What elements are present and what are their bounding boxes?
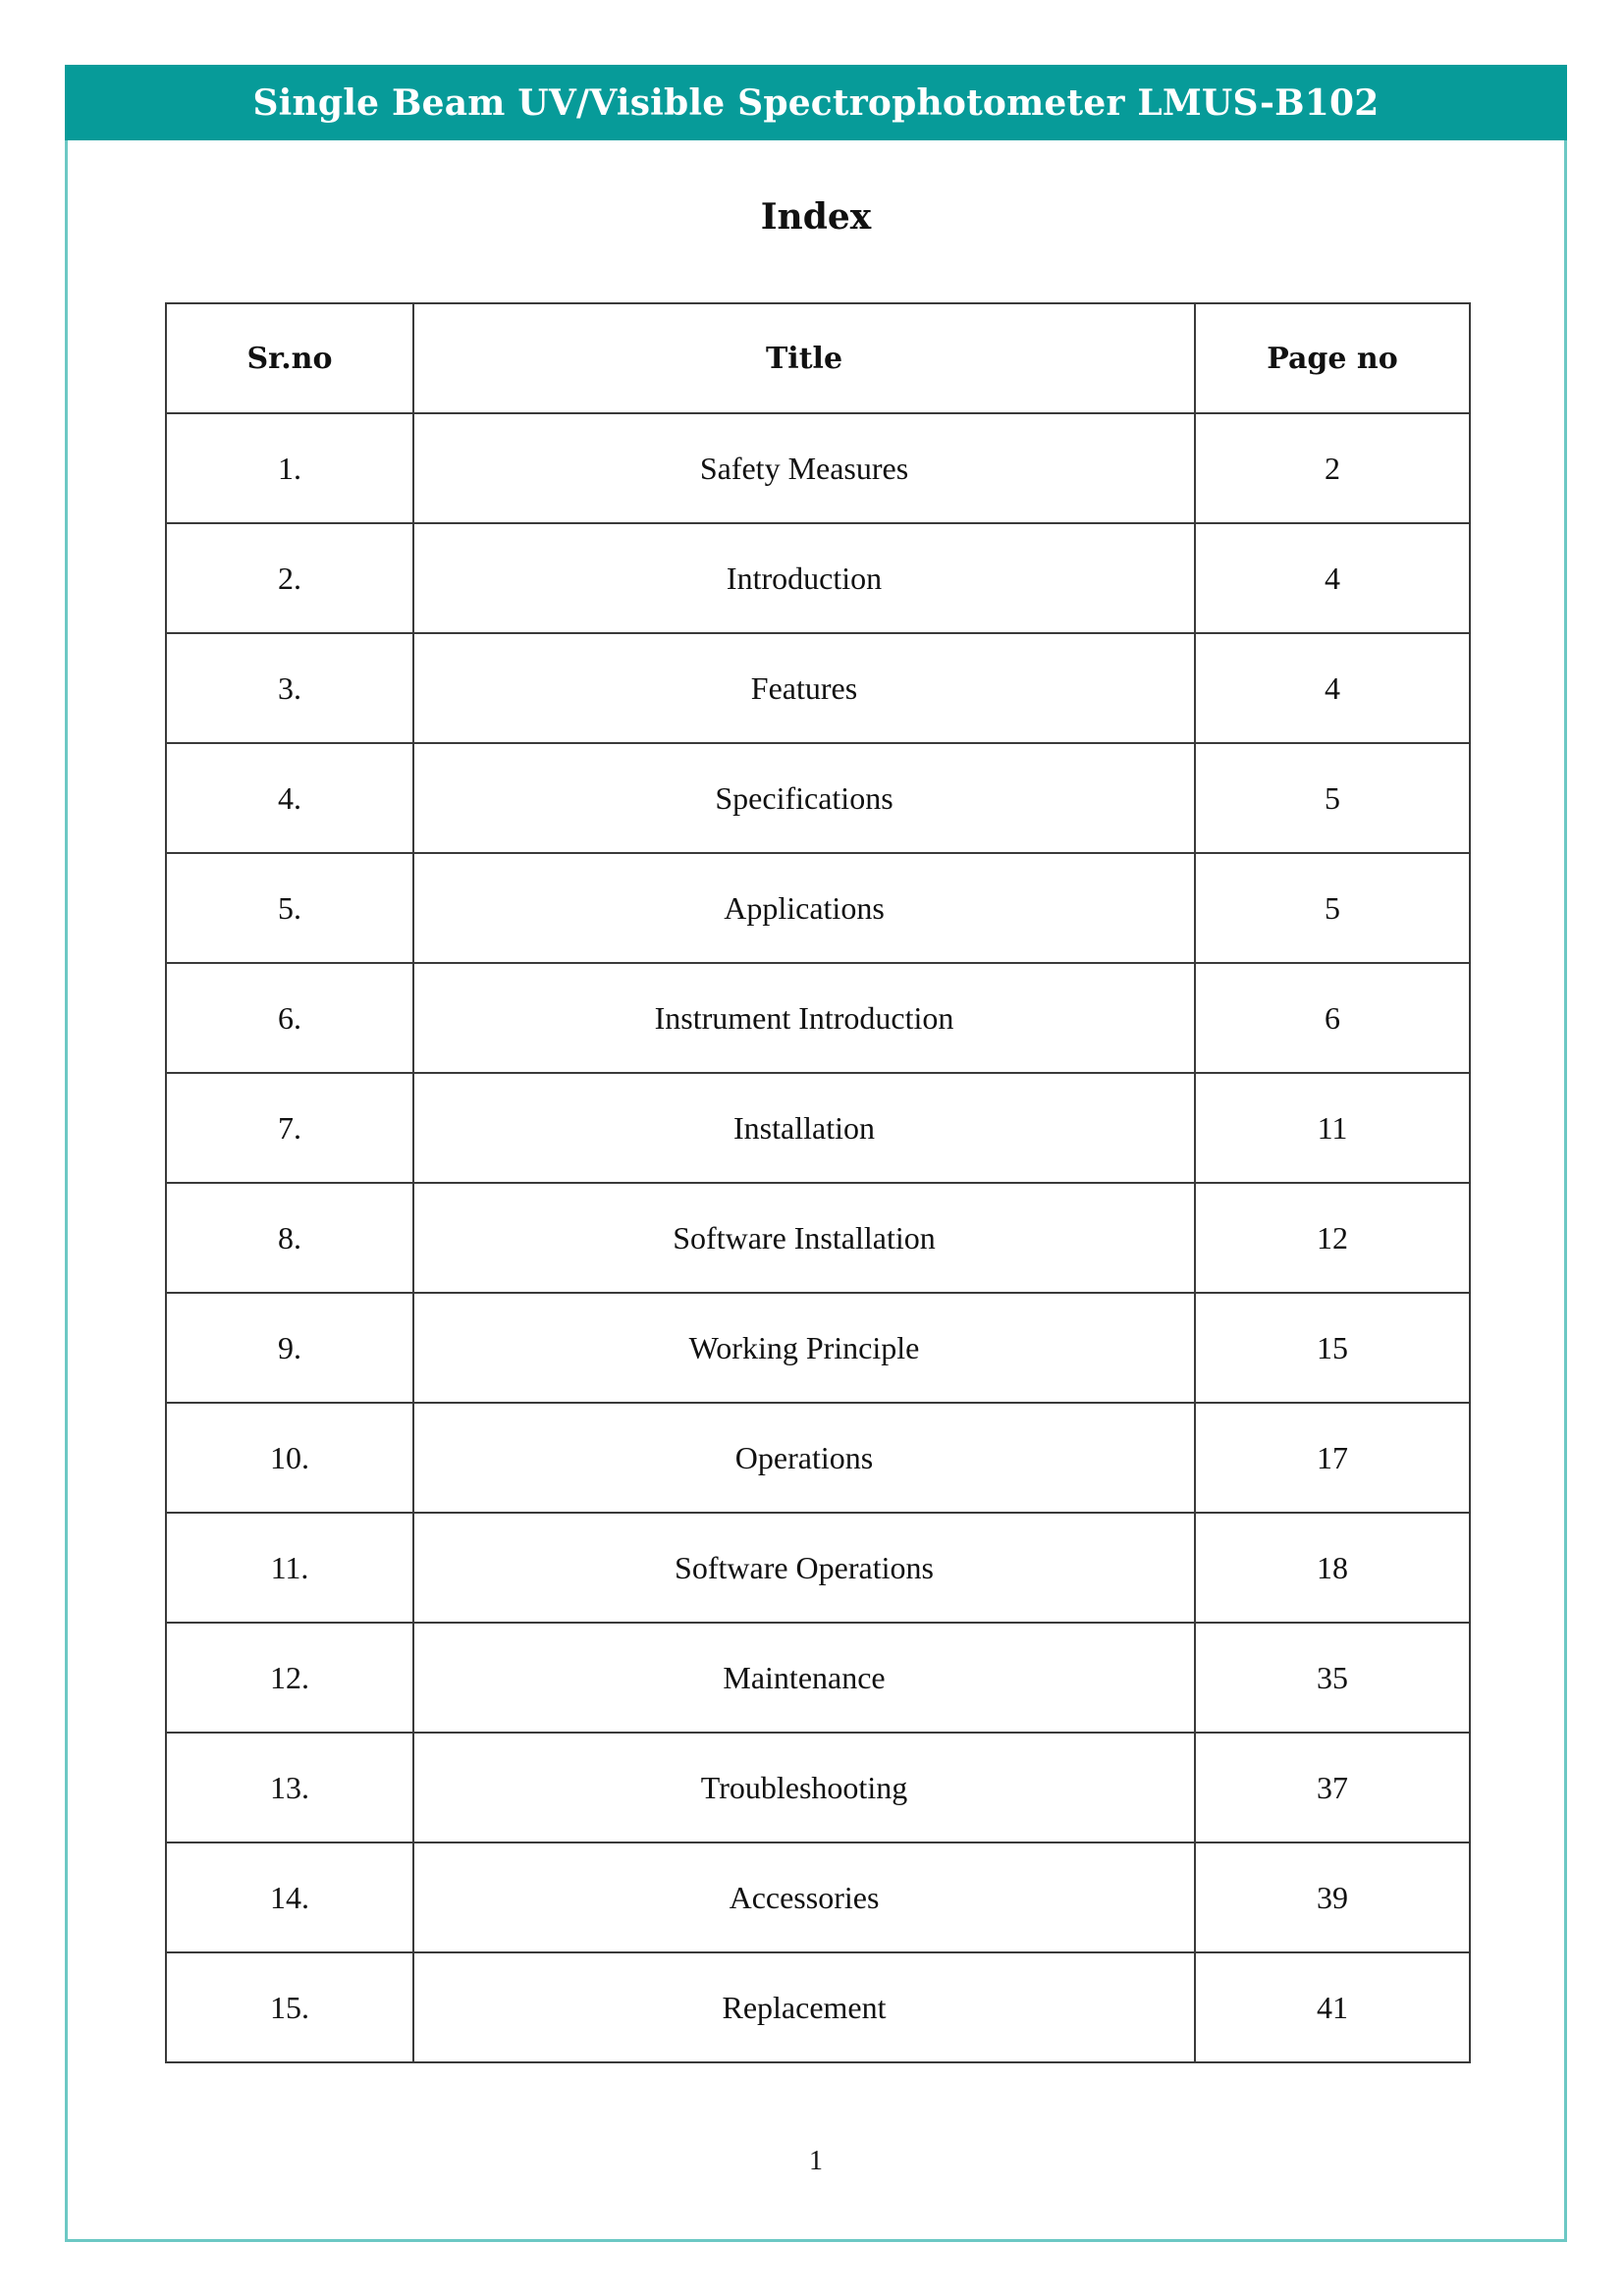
row-title: Working Principle [413,1293,1195,1403]
row-sr: 4. [166,743,413,853]
row-sr: 2. [166,523,413,633]
index-table [165,302,1471,2063]
row-page: 4 [1195,523,1470,633]
table-row [166,1952,1470,2062]
row-title: Troubleshooting [413,1733,1195,1842]
row-page: 11 [1195,1073,1470,1183]
table-row [166,1293,1470,1403]
row-title: Installation [413,1073,1195,1183]
row-sr: 3. [166,633,413,743]
row-page: 41 [1195,1952,1470,2062]
table-row [166,1733,1470,1842]
row-sr: 7. [166,1073,413,1183]
row-page: 5 [1195,853,1470,963]
document-title: Single Beam UV/Visible Spectrophotometer LMUS-B102 [252,81,1380,124]
header-banner [65,65,1567,140]
table-row [166,523,1470,633]
row-sr: 10. [166,1403,413,1513]
column-header-sr: Sr.no [166,303,413,413]
row-page: 12 [1195,1183,1470,1293]
column-header-title: Title [413,303,1195,413]
table-header-row [166,303,1470,413]
row-title: Features [413,633,1195,743]
row-title: Software Installation [413,1183,1195,1293]
row-title: Operations [413,1403,1195,1513]
row-title: Software Operations [413,1513,1195,1623]
index-heading: Index [760,196,872,238]
row-sr: 6. [166,963,413,1073]
table-row [166,1073,1470,1183]
table-row [166,743,1470,853]
row-page: 39 [1195,1842,1470,1952]
row-title: Safety Measures [413,413,1195,523]
row-sr: 14. [166,1842,413,1952]
row-sr: 5. [166,853,413,963]
row-title: Instrument Introduction [413,963,1195,1073]
row-page: 6 [1195,963,1470,1073]
table-row [166,853,1470,963]
table-row [166,1623,1470,1733]
row-sr: 15. [166,1952,413,2062]
row-page: 5 [1195,743,1470,853]
row-sr: 12. [166,1623,413,1733]
row-page: 15 [1195,1293,1470,1403]
row-title: Introduction [413,523,1195,633]
table-row [166,1183,1470,1293]
table-row [166,633,1470,743]
row-page: 18 [1195,1513,1470,1623]
row-page: 37 [1195,1733,1470,1842]
table-row [166,1513,1470,1623]
row-sr: 11. [166,1513,413,1623]
row-page: 4 [1195,633,1470,743]
row-title: Replacement [413,1952,1195,2062]
row-sr: 1. [166,413,413,523]
row-title: Accessories [413,1842,1195,1952]
row-page: 35 [1195,1623,1470,1733]
row-sr: 13. [166,1733,413,1842]
table-row [166,1403,1470,1513]
table-row [166,963,1470,1073]
row-title: Specifications [413,743,1195,853]
table-row [166,1842,1470,1952]
table-row [166,413,1470,523]
row-page: 2 [1195,413,1470,523]
column-header-page: Page no [1195,303,1470,413]
page-number: 1 [809,2146,823,2176]
row-sr: 9. [166,1293,413,1403]
row-title: Applications [413,853,1195,963]
row-page: 17 [1195,1403,1470,1513]
row-sr: 8. [166,1183,413,1293]
row-title: Maintenance [413,1623,1195,1733]
